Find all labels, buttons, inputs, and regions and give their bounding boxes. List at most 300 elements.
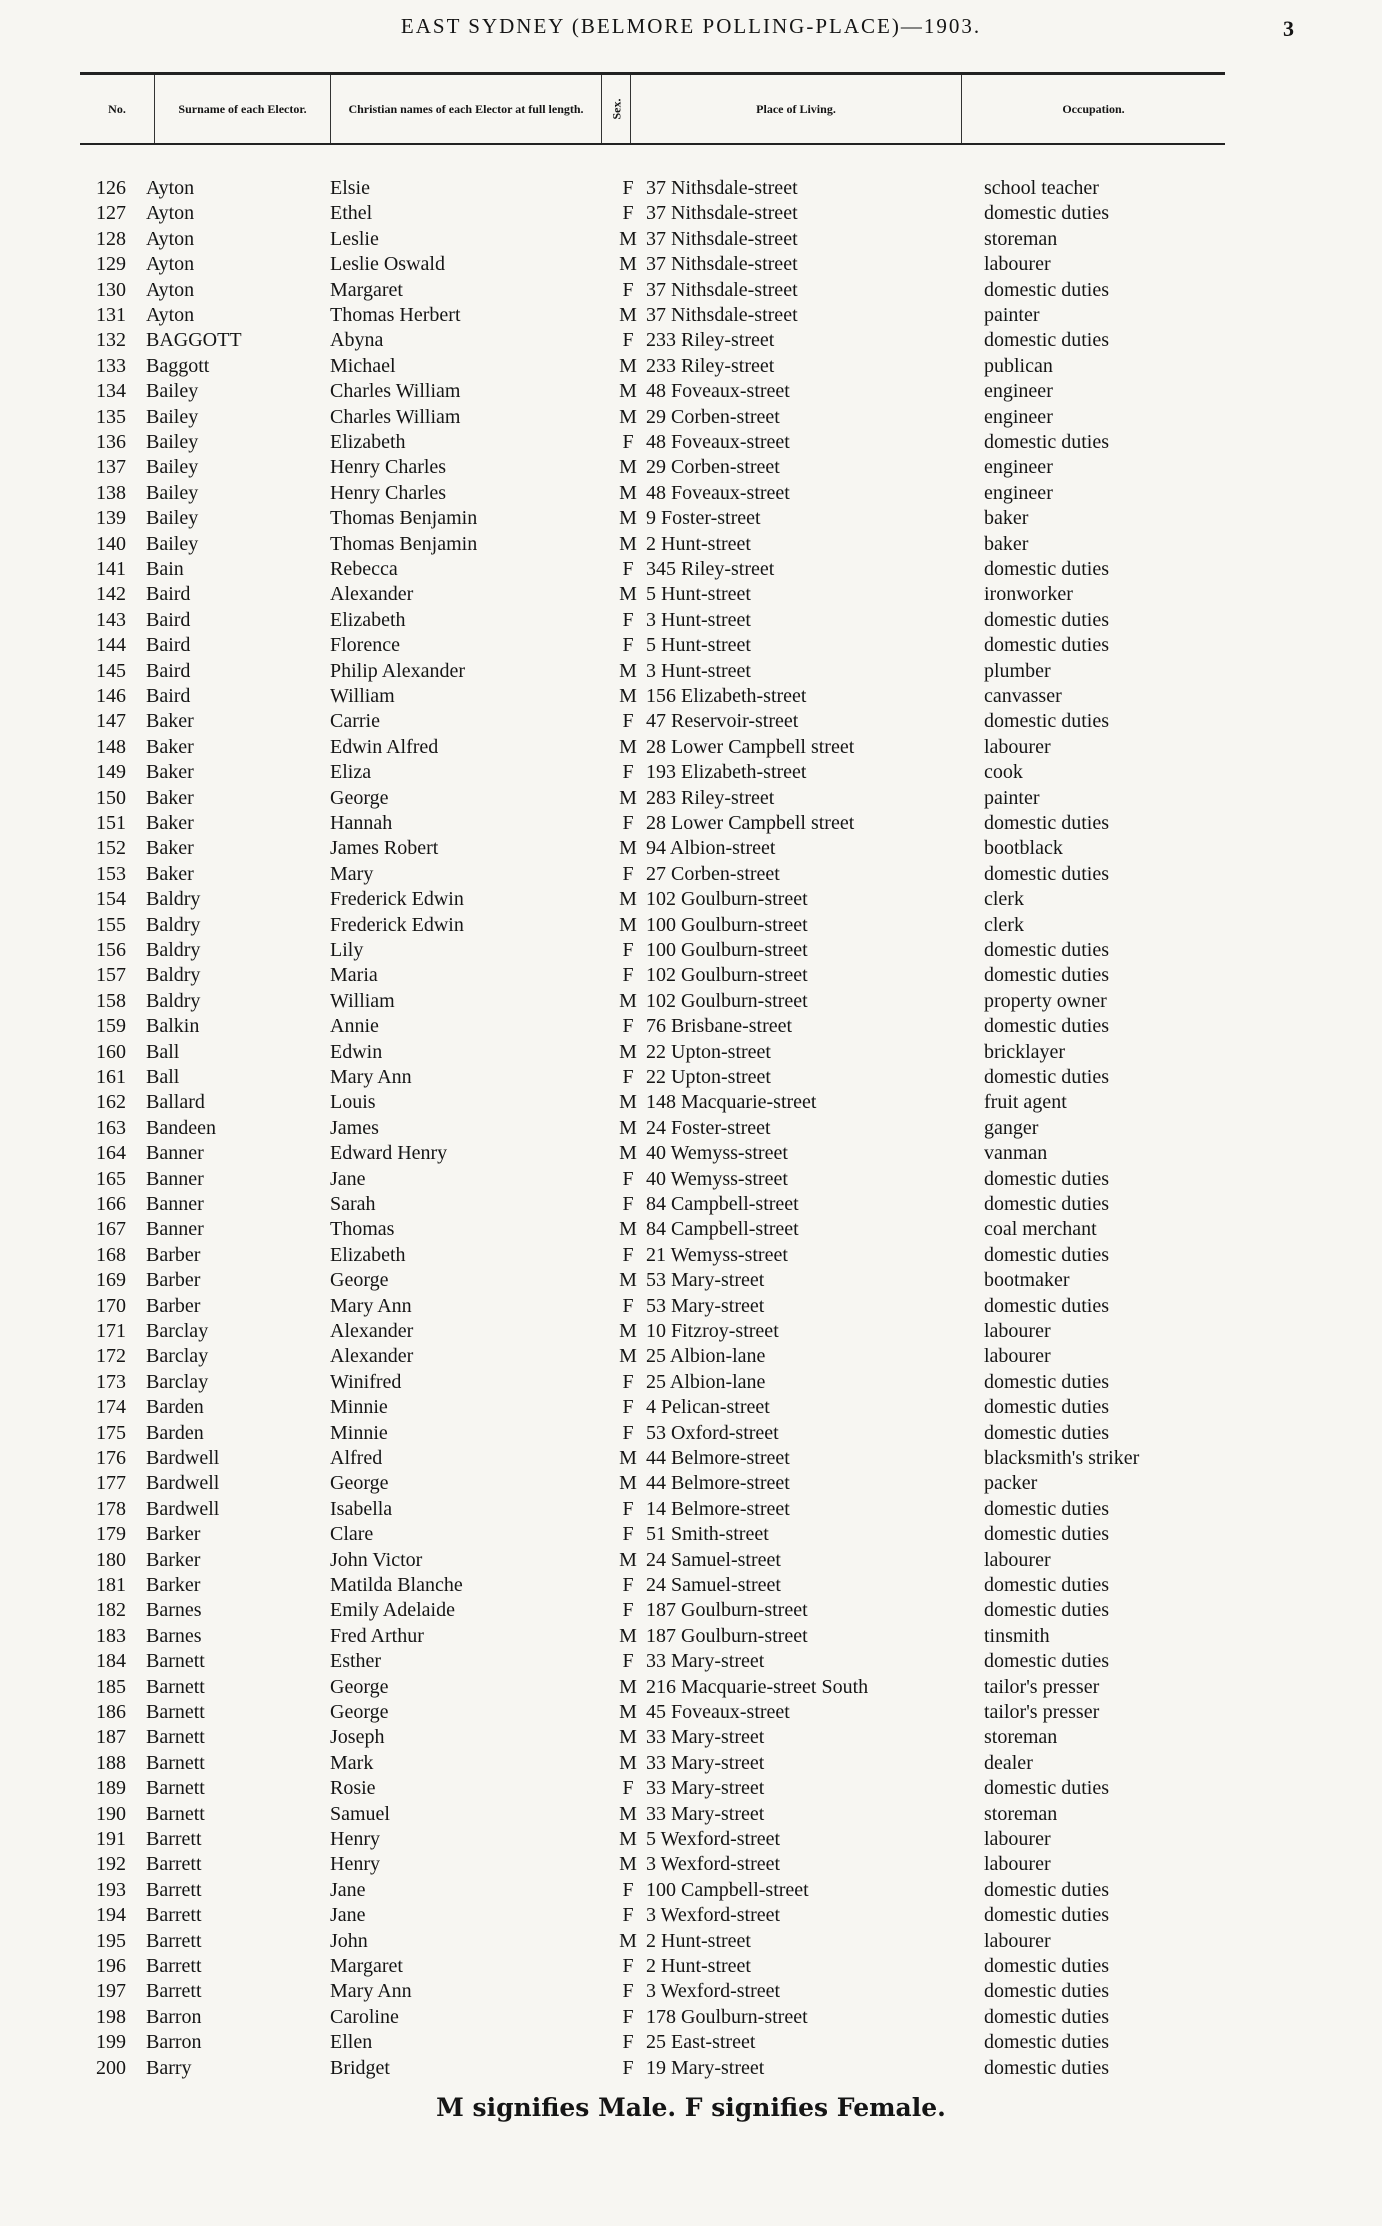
elector-occupation: domestic duties bbox=[984, 1243, 1109, 1266]
page-title: EAST SYDNEY (BELMORE POLLING-PLACE)—1903. bbox=[400, 14, 982, 38]
elector-number: 171 bbox=[96, 1320, 126, 1342]
elector-number: 191 bbox=[96, 1828, 126, 1850]
elector-christian-names: Samuel bbox=[330, 1802, 390, 1825]
elector-place-of-living: 37 Nithsdale-street bbox=[646, 177, 798, 199]
elector-sex: M bbox=[619, 532, 637, 555]
table-row bbox=[0, 1192, 1382, 1217]
table-row bbox=[0, 608, 1382, 633]
elector-number: 166 bbox=[96, 1193, 126, 1215]
elector-sex: F bbox=[622, 1243, 634, 1266]
elector-sex: M bbox=[619, 1675, 637, 1698]
elector-sex: M bbox=[619, 1853, 637, 1876]
elector-christian-names: Elizabeth bbox=[330, 1243, 406, 1266]
elector-sex: F bbox=[622, 761, 634, 784]
elector-sex: M bbox=[619, 913, 637, 936]
elector-occupation: plumber bbox=[984, 659, 1051, 682]
elector-christian-names: George bbox=[330, 1675, 389, 1698]
elector-place-of-living: 40 Wemyss-street bbox=[646, 1167, 788, 1190]
table-row bbox=[0, 1167, 1382, 1192]
table-row bbox=[0, 938, 1382, 963]
elector-place-of-living: 40 Wemyss-street bbox=[646, 1142, 788, 1165]
table-row bbox=[0, 278, 1382, 303]
elector-number: 164 bbox=[96, 1142, 126, 1165]
elector-surname: Bardwell bbox=[146, 1497, 220, 1520]
elector-sex: F bbox=[622, 862, 634, 885]
elector-place-of-living: 2 Hunt-street bbox=[646, 532, 751, 555]
elector-surname: Baker bbox=[146, 786, 194, 809]
elector-number: 140 bbox=[96, 532, 126, 555]
elector-christian-names: Mary Ann bbox=[330, 1980, 412, 2003]
table-row bbox=[0, 405, 1382, 430]
elector-surname: Barden bbox=[146, 1396, 204, 1419]
elector-sex: F bbox=[622, 1650, 634, 1673]
table-row bbox=[0, 303, 1382, 328]
elector-occupation: domestic duties bbox=[984, 1015, 1109, 1038]
elector-place-of-living: 100 Goulburn-street bbox=[646, 913, 808, 936]
elector-place-of-living: 216 Macquarie-street South bbox=[646, 1675, 869, 1698]
elector-number: 198 bbox=[96, 2005, 126, 2028]
elector-christian-names: Caroline bbox=[330, 2005, 399, 2028]
elector-surname: Baldry bbox=[146, 913, 201, 936]
elector-number: 183 bbox=[96, 1624, 126, 1647]
elector-christian-names: Alfred bbox=[330, 1447, 383, 1469]
elector-occupation: baker bbox=[984, 507, 1029, 530]
elector-occupation: coal merchant bbox=[984, 1218, 1097, 1241]
elector-sex: M bbox=[619, 304, 637, 326]
elector-sex: M bbox=[619, 989, 637, 1012]
table-row bbox=[0, 354, 1382, 379]
table-row bbox=[0, 1319, 1382, 1344]
table-row bbox=[0, 2005, 1382, 2030]
elector-place-of-living: 3 Hunt-street bbox=[646, 659, 751, 682]
elector-sex: M bbox=[619, 1548, 637, 1571]
elector-number: 176 bbox=[96, 1447, 126, 1469]
elector-surname: Baird bbox=[146, 634, 191, 657]
elector-sex: F bbox=[622, 1167, 634, 1190]
elector-sex: F bbox=[622, 1599, 634, 1622]
elector-surname: Balkin bbox=[146, 1015, 200, 1038]
elector-occupation: labourer bbox=[984, 1320, 1051, 1342]
elector-surname: Barrett bbox=[146, 1955, 202, 1977]
elector-sex: F bbox=[622, 812, 634, 834]
elector-number: 148 bbox=[96, 735, 126, 758]
table-row bbox=[0, 1294, 1382, 1319]
elector-christian-names: George bbox=[330, 786, 389, 809]
table-row bbox=[0, 1954, 1382, 1979]
elector-place-of-living: 28 Lower Campbell street bbox=[646, 812, 855, 834]
table-row bbox=[0, 1649, 1382, 1674]
elector-number: 129 bbox=[96, 253, 126, 276]
elector-sex: M bbox=[619, 1624, 637, 1647]
elector-surname: Barrett bbox=[146, 1929, 202, 1952]
elector-occupation: domestic duties bbox=[984, 1777, 1109, 1800]
column-header-sex: Sex. bbox=[609, 98, 623, 120]
elector-place-of-living: 3 Wexford-street bbox=[646, 1853, 781, 1876]
elector-christian-names: Clare bbox=[330, 1523, 374, 1546]
elector-sex: M bbox=[619, 354, 637, 377]
elector-number: 154 bbox=[96, 888, 126, 911]
elector-place-of-living: 22 Upton-street bbox=[646, 1066, 771, 1088]
elector-surname: Bailey bbox=[146, 380, 199, 403]
elector-christian-names: Elizabeth bbox=[330, 608, 406, 631]
table-row bbox=[0, 1725, 1382, 1750]
table-row bbox=[0, 1548, 1382, 1573]
elector-christian-names: Fred Arthur bbox=[330, 1624, 424, 1647]
elector-place-of-living: 76 Brisbane-street bbox=[646, 1015, 793, 1038]
elector-sex: F bbox=[622, 202, 634, 225]
elector-sex: F bbox=[622, 608, 634, 631]
column-header-no: No. bbox=[108, 102, 126, 116]
elector-number: 141 bbox=[96, 558, 126, 580]
elector-surname: Barker bbox=[146, 1574, 201, 1596]
elector-occupation: domestic duties bbox=[984, 1066, 1109, 1088]
elector-surname: Barron bbox=[146, 2031, 202, 2054]
elector-surname: Bain bbox=[146, 558, 184, 580]
table-row bbox=[0, 1573, 1382, 1598]
elector-surname: Banner bbox=[146, 1193, 204, 1215]
elector-place-of-living: 51 Smith-street bbox=[646, 1523, 769, 1546]
elector-occupation: storeman bbox=[984, 1726, 1058, 1749]
elector-sex: M bbox=[619, 1116, 637, 1139]
elector-christian-names: Rosie bbox=[330, 1777, 376, 1800]
elector-christian-names: Abyna bbox=[330, 329, 384, 352]
elector-place-of-living: 14 Belmore-street bbox=[646, 1497, 790, 1520]
table-row bbox=[0, 1065, 1382, 1090]
elector-number: 165 bbox=[96, 1167, 126, 1190]
elector-occupation: domestic duties bbox=[984, 964, 1109, 987]
elector-surname: Ayton bbox=[146, 227, 195, 250]
elector-surname: Ayton bbox=[146, 304, 195, 326]
table-row bbox=[0, 1598, 1382, 1623]
elector-occupation: tailor's presser bbox=[984, 1675, 1100, 1698]
elector-number: 189 bbox=[96, 1777, 126, 1800]
elector-sex: M bbox=[619, 405, 637, 428]
table-row bbox=[0, 1878, 1382, 1903]
table-row bbox=[0, 1522, 1382, 1547]
elector-occupation: packer bbox=[984, 1472, 1038, 1495]
elector-place-of-living: 345 Riley-street bbox=[646, 558, 775, 580]
elector-number: 133 bbox=[96, 354, 126, 377]
elector-occupation: engineer bbox=[984, 405, 1053, 428]
elector-sex: F bbox=[622, 964, 634, 987]
elector-occupation: baker bbox=[984, 532, 1029, 555]
elector-occupation: labourer bbox=[984, 1345, 1051, 1368]
elector-number: 197 bbox=[96, 1980, 126, 2003]
elector-christian-names: Winifred bbox=[330, 1370, 402, 1393]
elector-place-of-living: 33 Mary-street bbox=[646, 1751, 765, 1774]
elector-occupation: domestic duties bbox=[984, 1370, 1109, 1393]
elector-sex: M bbox=[619, 735, 637, 758]
elector-number: 143 bbox=[96, 608, 126, 631]
elector-number: 161 bbox=[96, 1066, 126, 1088]
elector-christian-names: Emily Adelaide bbox=[330, 1599, 455, 1622]
elector-sex: M bbox=[619, 1345, 637, 1368]
elector-sex: F bbox=[622, 1497, 634, 1520]
elector-number: 188 bbox=[96, 1751, 126, 1774]
elector-place-of-living: 47 Reservoir-street bbox=[646, 710, 799, 733]
elector-place-of-living: 100 Campbell-street bbox=[646, 1878, 809, 1901]
table-row bbox=[0, 735, 1382, 760]
elector-place-of-living: 9 Foster-street bbox=[646, 507, 761, 530]
elector-occupation: clerk bbox=[984, 888, 1024, 911]
elector-number: 195 bbox=[96, 1929, 126, 1952]
elector-christian-names: Sarah bbox=[330, 1193, 376, 1215]
table-row bbox=[0, 1903, 1382, 1928]
table-row bbox=[0, 1624, 1382, 1649]
elector-surname: Bailey bbox=[146, 507, 199, 530]
elector-surname: Barnett bbox=[146, 1726, 205, 1749]
table-row bbox=[0, 1446, 1382, 1471]
elector-surname: Bailey bbox=[146, 532, 199, 555]
table-row bbox=[0, 1344, 1382, 1369]
elector-occupation: domestic duties bbox=[984, 1167, 1109, 1190]
elector-christian-names: Margaret bbox=[330, 1955, 403, 1977]
elector-christian-names: Edwin bbox=[330, 1040, 383, 1063]
table-row bbox=[0, 328, 1382, 353]
elector-sex: M bbox=[619, 1828, 637, 1850]
elector-surname: Baird bbox=[146, 583, 191, 606]
elector-christian-names: Henry bbox=[330, 1828, 380, 1850]
elector-occupation: bricklayer bbox=[984, 1040, 1066, 1063]
elector-place-of-living: 33 Mary-street bbox=[646, 1726, 765, 1749]
column-header-christian-names: Christian names of each Elector at full length. bbox=[348, 102, 584, 116]
elector-surname: Barnett bbox=[146, 1701, 205, 1723]
elector-occupation: domestic duties bbox=[984, 1421, 1109, 1444]
elector-number: 178 bbox=[96, 1497, 126, 1520]
elector-surname: Banner bbox=[146, 1167, 204, 1190]
elector-number: 159 bbox=[96, 1015, 126, 1038]
elector-surname: Bailey bbox=[146, 431, 199, 453]
elector-place-of-living: 24 Samuel-street bbox=[646, 1574, 781, 1596]
elector-number: 173 bbox=[96, 1370, 126, 1393]
table-row bbox=[0, 430, 1382, 455]
elector-sex: M bbox=[619, 1269, 637, 1292]
elector-sex: F bbox=[622, 634, 634, 657]
elector-sex: M bbox=[619, 1320, 637, 1342]
elector-sex: F bbox=[622, 1904, 634, 1927]
elector-sex: F bbox=[622, 1066, 634, 1088]
elector-occupation: domestic duties bbox=[984, 1193, 1109, 1215]
elector-sex: M bbox=[619, 253, 637, 276]
table-row bbox=[0, 1852, 1382, 1877]
elector-christian-names: Maria bbox=[330, 964, 378, 987]
elector-surname: Barrett bbox=[146, 1853, 202, 1876]
elector-sex: M bbox=[619, 1929, 637, 1952]
elector-occupation: labourer bbox=[984, 1548, 1051, 1571]
elector-number: 158 bbox=[96, 989, 126, 1012]
elector-sex: M bbox=[619, 786, 637, 809]
elector-surname: Baldry bbox=[146, 939, 201, 961]
elector-sex: F bbox=[622, 329, 634, 352]
table-row bbox=[0, 1802, 1382, 1827]
elector-surname: Baldry bbox=[146, 888, 201, 911]
elector-christian-names: Esther bbox=[330, 1650, 382, 1673]
elector-sex: F bbox=[622, 1421, 634, 1444]
elector-number: 146 bbox=[96, 685, 126, 707]
elector-christian-names: Leslie Oswald bbox=[330, 253, 445, 276]
elector-christian-names: William bbox=[330, 685, 395, 707]
elector-place-of-living: 21 Wemyss-street bbox=[646, 1243, 788, 1266]
elector-place-of-living: 24 Samuel-street bbox=[646, 1548, 781, 1571]
elector-occupation: engineer bbox=[984, 380, 1053, 403]
elector-surname: Ayton bbox=[146, 253, 195, 276]
elector-surname: Barron bbox=[146, 2005, 202, 2028]
elector-christian-names: Margaret bbox=[330, 278, 403, 301]
elector-christian-names: Mary bbox=[330, 862, 374, 885]
elector-sex: M bbox=[619, 1040, 637, 1063]
elector-christian-names: Michael bbox=[330, 354, 396, 377]
elector-christian-names: Alexander bbox=[330, 1320, 414, 1342]
elector-place-of-living: 5 Wexford-street bbox=[646, 1828, 781, 1850]
elector-christian-names: Charles William bbox=[330, 380, 461, 403]
elector-occupation: property owner bbox=[984, 989, 1107, 1012]
elector-sex: M bbox=[619, 1726, 637, 1749]
elector-christian-names: Annie bbox=[330, 1015, 379, 1038]
table-row bbox=[0, 1497, 1382, 1522]
elector-place-of-living: 53 Mary-street bbox=[646, 1294, 765, 1317]
elector-number: 185 bbox=[96, 1675, 126, 1698]
elector-place-of-living: 37 Nithsdale-street bbox=[646, 227, 798, 250]
elector-number: 177 bbox=[96, 1472, 126, 1495]
column-header-surname: Surname of each Elector. bbox=[178, 102, 307, 116]
elector-sex: M bbox=[619, 659, 637, 682]
table-row bbox=[0, 252, 1382, 277]
elector-place-of-living: 25 Albion-lane bbox=[646, 1370, 766, 1393]
elector-number: 187 bbox=[96, 1726, 126, 1749]
elector-number: 153 bbox=[96, 862, 126, 885]
elector-number: 179 bbox=[96, 1523, 126, 1546]
elector-christian-names: Mary Ann bbox=[330, 1066, 412, 1088]
table-row bbox=[0, 1243, 1382, 1268]
table-row bbox=[0, 481, 1382, 506]
elector-surname: Barber bbox=[146, 1294, 201, 1317]
elector-occupation: ironworker bbox=[984, 583, 1073, 606]
elector-number: 157 bbox=[96, 964, 126, 987]
elector-christian-names: Thomas Benjamin bbox=[330, 532, 478, 555]
elector-sex: F bbox=[622, 939, 634, 961]
elector-christian-names: Carrie bbox=[330, 710, 380, 733]
elector-place-of-living: 3 Wexford-street bbox=[646, 1980, 781, 2003]
elector-number: 128 bbox=[96, 227, 126, 250]
elector-surname: Bandeen bbox=[146, 1116, 216, 1139]
elector-surname: Barnett bbox=[146, 1751, 205, 1774]
elector-occupation: domestic duties bbox=[984, 812, 1109, 834]
elector-christian-names: James bbox=[330, 1116, 379, 1139]
elector-christian-names: Thomas Herbert bbox=[330, 304, 461, 326]
elector-surname: Barrett bbox=[146, 1980, 202, 2003]
page-header bbox=[0, 14, 1382, 54]
elector-sex: M bbox=[619, 1751, 637, 1774]
elector-christian-names: George bbox=[330, 1269, 389, 1292]
elector-number: 194 bbox=[96, 1904, 126, 1927]
elector-occupation: domestic duties bbox=[984, 634, 1109, 657]
table-row bbox=[0, 1471, 1382, 1496]
elector-number: 134 bbox=[96, 380, 126, 403]
elector-place-of-living: 24 Foster-street bbox=[646, 1116, 771, 1139]
elector-sex: F bbox=[622, 2056, 634, 2079]
table-row bbox=[0, 1217, 1382, 1242]
elector-occupation: school teacher bbox=[984, 177, 1099, 199]
elector-surname: Banner bbox=[146, 1218, 204, 1241]
elector-sex: M bbox=[619, 1142, 637, 1165]
elector-number: 180 bbox=[96, 1548, 126, 1571]
elector-occupation: engineer bbox=[984, 481, 1053, 504]
elector-place-of-living: 53 Mary-street bbox=[646, 1269, 765, 1292]
table-row bbox=[0, 786, 1382, 811]
elector-place-of-living: 283 Riley-street bbox=[646, 786, 775, 809]
elector-occupation: domestic duties bbox=[984, 1574, 1109, 1596]
elector-christian-names: Ethel bbox=[330, 202, 373, 225]
elector-surname: Bailey bbox=[146, 456, 199, 479]
table-row bbox=[0, 2056, 1382, 2081]
elector-place-of-living: 19 Mary-street bbox=[646, 2056, 765, 2079]
elector-place-of-living: 37 Nithsdale-street bbox=[646, 278, 798, 301]
elector-surname: Baker bbox=[146, 761, 194, 784]
elector-surname: BAGGOTT bbox=[146, 329, 242, 352]
page-number: 3 bbox=[1283, 16, 1294, 41]
elector-surname: Barker bbox=[146, 1548, 201, 1571]
elector-christian-names: Alexander bbox=[330, 583, 414, 606]
elector-place-of-living: 48 Foveaux-street bbox=[646, 431, 790, 453]
elector-occupation: bootmaker bbox=[984, 1269, 1070, 1292]
elector-occupation: clerk bbox=[984, 913, 1024, 936]
elector-place-of-living: 53 Oxford-street bbox=[646, 1421, 779, 1444]
elector-sex: F bbox=[622, 1193, 634, 1215]
elector-surname: Baggott bbox=[146, 354, 210, 377]
elector-christian-names: Henry bbox=[330, 1853, 380, 1876]
elector-place-of-living: 45 Foveaux-street bbox=[646, 1701, 790, 1723]
table-row bbox=[0, 1141, 1382, 1166]
table-row bbox=[0, 633, 1382, 658]
elector-place-of-living: 5 Hunt-street bbox=[646, 634, 751, 657]
column-header-sex-cell bbox=[602, 75, 630, 143]
elector-christian-names: George bbox=[330, 1472, 389, 1495]
table-row bbox=[0, 1014, 1382, 1039]
table-row bbox=[0, 1776, 1382, 1801]
elector-occupation: painter bbox=[984, 304, 1040, 326]
elector-occupation: domestic duties bbox=[984, 1980, 1109, 2003]
elector-occupation: canvasser bbox=[984, 685, 1062, 707]
elector-sex: F bbox=[622, 431, 634, 453]
elector-number: 172 bbox=[96, 1345, 126, 1368]
elector-place-of-living: 29 Corben-street bbox=[646, 405, 780, 428]
elector-surname: Barclay bbox=[146, 1320, 209, 1342]
elector-sex: F bbox=[622, 1294, 634, 1317]
elector-christian-names: Minnie bbox=[330, 1396, 388, 1419]
table-row bbox=[0, 1827, 1382, 1852]
elector-christian-names: Elsie bbox=[330, 177, 370, 199]
elector-place-of-living: 28 Lower Campbell street bbox=[646, 735, 855, 758]
elector-number: 199 bbox=[96, 2031, 126, 2054]
elector-number: 168 bbox=[96, 1243, 126, 1266]
table-row bbox=[0, 1370, 1382, 1395]
elector-number: 186 bbox=[96, 1701, 126, 1723]
elector-christian-names: Jane bbox=[330, 1878, 366, 1901]
elector-number: 156 bbox=[96, 939, 126, 961]
elector-occupation: labourer bbox=[984, 1828, 1051, 1850]
elector-christian-names: Frederick Edwin bbox=[330, 913, 464, 936]
elector-number: 131 bbox=[96, 304, 126, 326]
table-row bbox=[0, 1675, 1382, 1700]
elector-sex: F bbox=[622, 1878, 634, 1901]
electoral-roll-table bbox=[0, 176, 1382, 2081]
elector-surname: Ballard bbox=[146, 1091, 205, 1114]
elector-surname: Barry bbox=[146, 2056, 192, 2079]
elector-occupation: dealer bbox=[984, 1751, 1033, 1774]
elector-sex: F bbox=[622, 1980, 634, 2003]
elector-number: 139 bbox=[96, 507, 126, 530]
elector-christian-names: Elizabeth bbox=[330, 431, 406, 453]
